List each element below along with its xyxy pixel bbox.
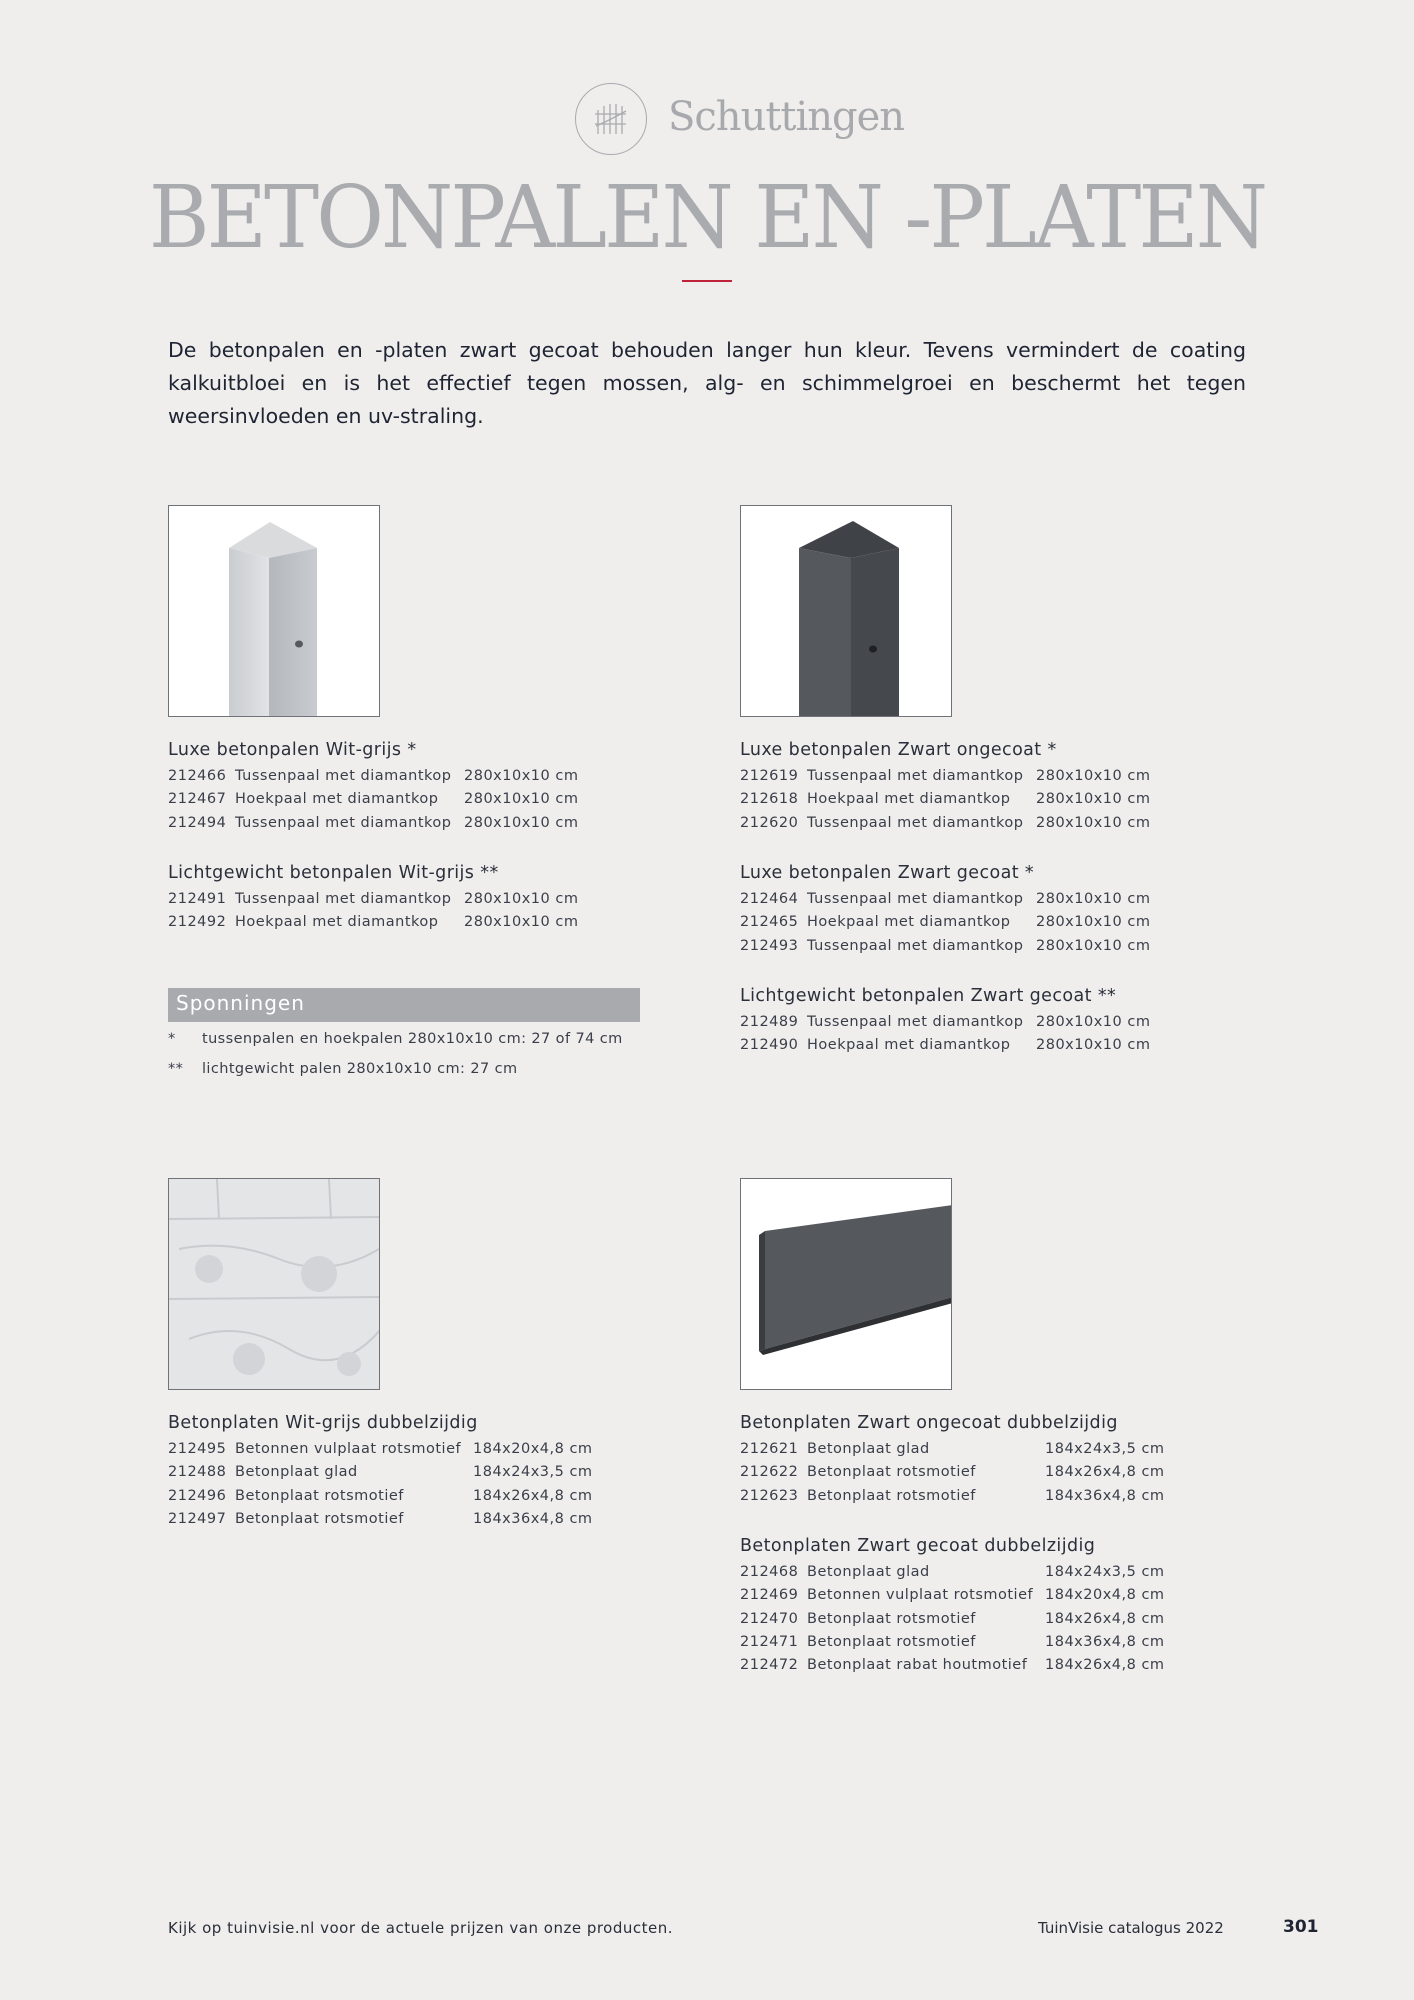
product-group-title: Luxe betonpalen Wit-grijs * xyxy=(168,740,417,760)
product-code: 212621 xyxy=(740,1441,799,1457)
product-code: 212490 xyxy=(740,1037,799,1054)
product-row xyxy=(740,1014,1160,1037)
product-row xyxy=(740,938,1160,961)
product-size: 280x10x10 cm xyxy=(1036,937,1151,954)
page-title: BETONPALEN EN -PLATEN xyxy=(148,168,1266,268)
product-size: 280x10x10 cm xyxy=(464,814,579,831)
product-row xyxy=(168,1511,608,1534)
product-list xyxy=(168,768,588,838)
footer-note: Kijk op tuinvisie.nl voor de actuele prijzen van onze producten. xyxy=(168,1919,674,1937)
product-list xyxy=(740,1564,1180,1680)
product-row xyxy=(740,1634,1180,1657)
product-list xyxy=(740,891,1160,961)
fence-icon xyxy=(590,98,632,140)
product-code: 212472 xyxy=(740,1657,799,1674)
product-desc: Hoekpaal met diamantkop xyxy=(235,791,439,808)
product-code: 212494 xyxy=(168,814,227,831)
footnote-mark: * xyxy=(168,1031,176,1047)
product-code: 212469 xyxy=(740,1587,799,1604)
product-size: 184x36x4,8 cm xyxy=(473,1510,593,1527)
product-code: 212464 xyxy=(740,891,799,907)
product-group-title: Lichtgewicht betonpalen Wit-grijs ** xyxy=(168,863,499,883)
product-row xyxy=(740,1441,1180,1464)
footnote-text: lichtgewicht palen 280x10x10 cm: 27 cm xyxy=(202,1061,518,1077)
product-size: 184x36x4,8 cm xyxy=(1045,1487,1165,1504)
product-desc: Hoekpaal met diamantkop xyxy=(807,791,1011,808)
intro-text: De betonpalen en -platen zwart gecoat behouden langer hun kleur. Tevens vermindert de coating kalkuitbloei en is het effectief tegen mossen, alg- en schimmelgroei en beschermt het tegen weersinvloeden en uv-straling. xyxy=(168,338,1246,428)
product-size: 184x20x4,8 cm xyxy=(1045,1587,1165,1604)
product-row xyxy=(740,891,1160,914)
fence-logo xyxy=(575,83,647,155)
product-row xyxy=(740,1488,1180,1511)
product-code: 212622 xyxy=(740,1464,799,1481)
product-size: 184x24x3,5 cm xyxy=(473,1464,593,1481)
catalog-name: TuinVisie catalogus 2022 xyxy=(1038,1919,1224,1937)
product-desc: Betonplaat rotsmotief xyxy=(235,1510,404,1527)
product-desc: Betonnen vulplaat rotsmotief xyxy=(807,1587,1034,1604)
product-desc: Tussenpaal met diamantkop xyxy=(235,768,452,784)
section-label: Schuttingen xyxy=(668,94,905,140)
product-code: 212471 xyxy=(740,1633,799,1650)
footnote-text: tussenpalen en hoekpalen 280x10x10 cm: 27 of 74 cm xyxy=(202,1031,623,1047)
product-size: 184x26x4,8 cm xyxy=(1045,1657,1165,1674)
product-code: 212467 xyxy=(168,791,227,808)
black-post-photo xyxy=(740,505,952,717)
product-size: 280x10x10 cm xyxy=(464,891,579,907)
product-desc: Tussenpaal met diamantkop xyxy=(235,814,452,831)
product-size: 280x10x10 cm xyxy=(1036,914,1151,931)
product-group-title: Luxe betonpalen Zwart ongecoat * xyxy=(740,740,1057,760)
product-desc: Betonplaat rotsmotief xyxy=(807,1464,976,1481)
product-desc: Betonplaat glad xyxy=(235,1464,358,1481)
product-desc: Betonplaat rabat houtmotief xyxy=(807,1657,1028,1674)
product-row xyxy=(168,768,588,791)
product-desc: Hoekpaal met diamantkop xyxy=(235,914,439,931)
product-row xyxy=(740,1587,1180,1610)
product-code: 212497 xyxy=(168,1510,227,1527)
product-code: 212620 xyxy=(740,814,799,831)
white-grey-post-photo xyxy=(168,505,380,717)
product-size: 280x10x10 cm xyxy=(1036,891,1151,907)
product-row xyxy=(740,1037,1160,1060)
product-code: 212491 xyxy=(168,891,227,907)
product-list xyxy=(168,891,588,938)
product-size: 280x10x10 cm xyxy=(1036,1014,1151,1030)
product-list xyxy=(740,768,1160,838)
product-desc: Betonplaat glad xyxy=(807,1441,930,1457)
product-row xyxy=(740,791,1160,814)
product-size: 184x26x4,8 cm xyxy=(473,1487,593,1504)
product-row xyxy=(740,914,1160,937)
product-size: 184x24x3,5 cm xyxy=(1045,1441,1165,1457)
sponningen-title: Sponningen xyxy=(176,991,305,1015)
sponningen-header xyxy=(168,988,640,1022)
product-desc: Tussenpaal met diamantkop xyxy=(807,937,1024,954)
product-desc: Betonplaat rotsmotief xyxy=(807,1487,976,1504)
product-size: 184x24x3,5 cm xyxy=(1045,1564,1165,1580)
product-code: 212495 xyxy=(168,1441,227,1457)
product-size: 184x20x4,8 cm xyxy=(473,1441,593,1457)
product-row xyxy=(168,1464,608,1487)
product-list xyxy=(168,1441,608,1534)
product-list xyxy=(740,1014,1160,1061)
black-plate-photo xyxy=(740,1178,952,1390)
product-desc: Hoekpaal met diamantkop xyxy=(807,914,1011,931)
product-desc: Hoekpaal met diamantkop xyxy=(807,1037,1011,1054)
product-desc: Betonnen vulplaat rotsmotief xyxy=(235,1441,462,1457)
product-desc: Betonplaat rotsmotief xyxy=(235,1487,404,1504)
product-code: 212489 xyxy=(740,1014,799,1030)
product-code: 212488 xyxy=(168,1464,227,1481)
product-size: 280x10x10 cm xyxy=(464,914,579,931)
product-row xyxy=(168,1488,608,1511)
product-row xyxy=(740,815,1160,838)
product-desc: Betonplaat rotsmotief xyxy=(807,1633,976,1650)
product-desc: Tussenpaal met diamantkop xyxy=(235,891,452,907)
product-row xyxy=(740,1564,1180,1587)
product-code: 212465 xyxy=(740,914,799,931)
product-desc: Tussenpaal met diamantkop xyxy=(807,891,1024,907)
white-grey-plate-photo xyxy=(168,1178,380,1390)
product-desc: Betonplaat rotsmotief xyxy=(807,1610,976,1627)
product-size: 280x10x10 cm xyxy=(1036,814,1151,831)
product-code: 212470 xyxy=(740,1610,799,1627)
product-row xyxy=(740,1657,1180,1680)
product-size: 184x26x4,8 cm xyxy=(1045,1610,1165,1627)
product-row xyxy=(168,815,588,838)
product-code: 212466 xyxy=(168,768,227,784)
product-group-title: Betonplaten Zwart gecoat dubbelzijdig xyxy=(740,1536,1096,1556)
product-code: 212619 xyxy=(740,768,799,784)
product-size: 280x10x10 cm xyxy=(1036,1037,1151,1054)
product-code: 212468 xyxy=(740,1564,799,1580)
product-size: 280x10x10 cm xyxy=(464,791,579,808)
product-row xyxy=(168,791,588,814)
title-rule xyxy=(682,280,732,282)
product-size: 184x26x4,8 cm xyxy=(1045,1464,1165,1481)
product-desc: Tussenpaal met diamantkop xyxy=(807,814,1024,831)
product-row xyxy=(740,1464,1180,1487)
product-list xyxy=(740,1441,1180,1511)
product-row xyxy=(168,891,588,914)
product-code: 212492 xyxy=(168,914,227,931)
product-code: 212493 xyxy=(740,937,799,954)
product-group-title: Betonplaten Wit-grijs dubbelzijdig xyxy=(168,1413,478,1433)
footnote-mark: ** xyxy=(168,1061,184,1077)
product-code: 212623 xyxy=(740,1487,799,1504)
product-row xyxy=(740,768,1160,791)
product-desc: Tussenpaal met diamantkop xyxy=(807,1014,1024,1030)
page-number: 301 xyxy=(1283,1917,1319,1937)
product-size: 280x10x10 cm xyxy=(1036,791,1151,808)
product-row xyxy=(168,914,588,937)
product-group-title: Luxe betonpalen Zwart gecoat * xyxy=(740,863,1035,883)
product-group-title: Betonplaten Zwart ongecoat dubbelzijdig xyxy=(740,1413,1118,1433)
product-row xyxy=(168,1441,608,1464)
product-row xyxy=(740,1611,1180,1634)
product-desc: Betonplaat glad xyxy=(807,1564,930,1580)
product-desc: Tussenpaal met diamantkop xyxy=(807,768,1024,784)
product-size: 280x10x10 cm xyxy=(464,768,579,784)
product-size: 184x36x4,8 cm xyxy=(1045,1633,1165,1650)
product-size: 280x10x10 cm xyxy=(1036,768,1151,784)
product-group-title: Lichtgewicht betonpalen Zwart gecoat ** xyxy=(740,986,1117,1006)
product-code: 212618 xyxy=(740,791,799,808)
product-code: 212496 xyxy=(168,1487,227,1504)
